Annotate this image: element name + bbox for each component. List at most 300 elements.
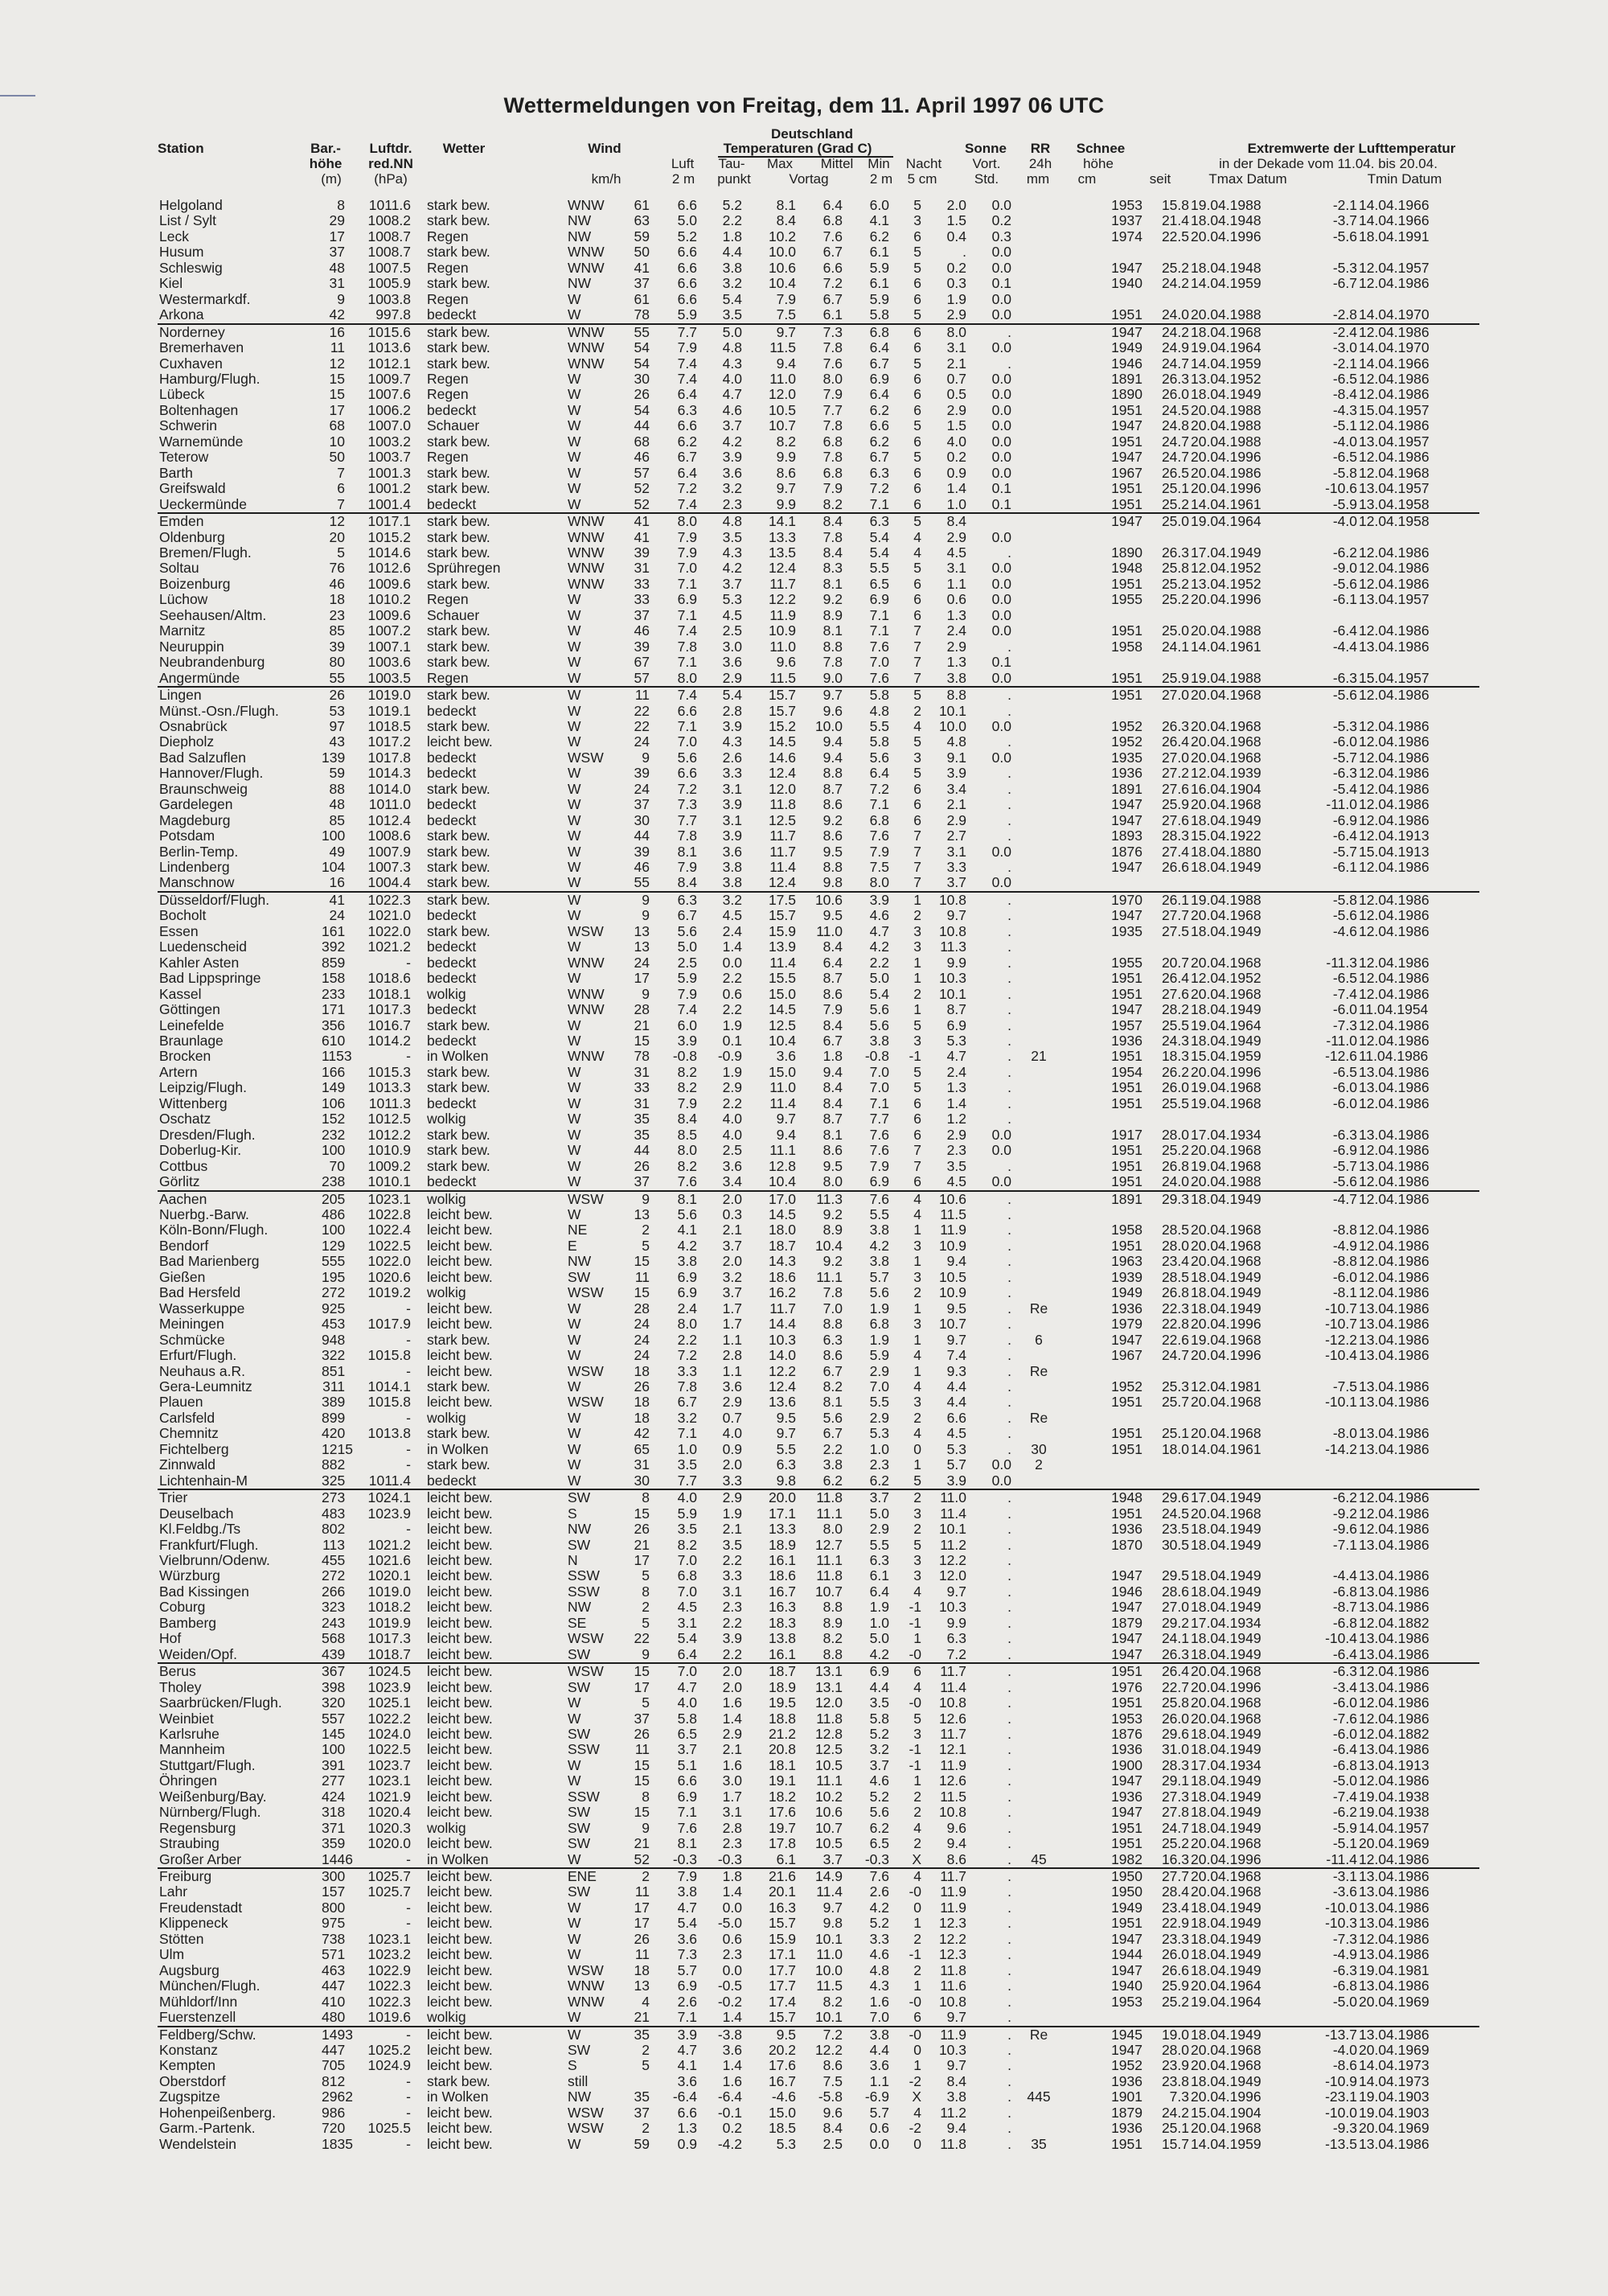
tmin-date: 14.04.1970 — [1359, 306, 1430, 323]
mean-temp: 9.0 — [822, 669, 843, 686]
station-name: Klippeneck — [159, 1915, 228, 1932]
dewpoint: 3.5 — [722, 306, 742, 323]
mean-temp: 7.7 — [822, 401, 843, 418]
tmin-date: 12.04.1986 — [1359, 1142, 1430, 1159]
tmax-date: 20.04.1968 — [1191, 796, 1261, 813]
tmax-date: 20.04.1968 — [1191, 1394, 1261, 1411]
max-temp: 12.5 — [768, 811, 796, 828]
pressure: 1019.2 — [367, 1284, 411, 1301]
tmax: 25.2 — [1161, 259, 1189, 276]
wind-speed: 41 — [634, 528, 650, 545]
min-temp: -6.9 — [864, 2089, 889, 2105]
ground-min: 5 — [913, 1079, 921, 1096]
max-temp: 17.5 — [742, 892, 796, 908]
ground-min: 2 — [913, 1835, 921, 1852]
min-temp: 2.3 — [869, 1456, 889, 1473]
pressure: 1017.9 — [367, 1316, 411, 1333]
station-row — [158, 623, 1479, 639]
pressure: 1007.9 — [367, 843, 411, 860]
wind-direction: W — [568, 702, 581, 719]
snow-depth — [1011, 1616, 1066, 1631]
mean-temp: 10.7 — [814, 1583, 843, 1600]
precip: . — [1007, 1725, 1011, 1742]
air-temp: 2.2 — [677, 1331, 697, 1348]
wind-direction: W — [568, 1694, 581, 1711]
tmax-date: 20.04.1968 — [1191, 2120, 1261, 2137]
wind-speed: 15 — [634, 1804, 650, 1821]
precip: . — [966, 892, 1011, 908]
station-name: Schwerin — [159, 417, 217, 434]
weather: stark bew. — [427, 654, 490, 671]
station-name: Tholey — [159, 1678, 202, 1695]
station-name: Göttingen — [159, 1001, 220, 1018]
snow-depth — [1011, 797, 1066, 812]
pressure: 1013.6 — [367, 339, 411, 356]
station-name: Husum — [159, 244, 204, 261]
station-row — [158, 450, 1479, 465]
tmin: -2.4 — [1306, 324, 1357, 340]
sunshine: 3.3 — [946, 859, 966, 876]
wind-direction: W — [568, 1142, 581, 1159]
mean-temp: 7.9 — [822, 1001, 843, 1018]
pressure: 1024.9 — [367, 2057, 411, 2074]
ground-min: 6 — [913, 386, 921, 403]
ground-min: 0 — [913, 2135, 921, 2152]
mean-temp: 9.2 — [822, 591, 843, 608]
air-temp: 6.7 — [677, 907, 697, 924]
wind-direction: W — [568, 464, 581, 481]
tmin-date — [1357, 244, 1479, 260]
dewpoint: -3.8 — [697, 2027, 742, 2043]
min-temp: 6.5 — [869, 1835, 889, 1852]
pressure: - — [406, 1850, 411, 1867]
tmax: 25.5 — [1161, 1095, 1189, 1111]
mean-temp: 8.8 — [822, 765, 843, 782]
spacer-cell — [411, 908, 425, 923]
precip: 0.1 — [991, 275, 1011, 292]
tmin-date: 13.04.1958 — [1359, 495, 1430, 512]
mean-temp: 11.3 — [796, 1191, 843, 1207]
snow-depth — [1011, 655, 1066, 670]
tmax-date — [1189, 1364, 1306, 1379]
precip: . — [1007, 1521, 1011, 1538]
ground-min: 2 — [913, 1804, 921, 1821]
tmin-date: 12.04.1986 — [1359, 449, 1430, 466]
mean-temp: 9.6 — [822, 2104, 843, 2121]
tmax-date: 18.04.1949 — [1191, 1772, 1261, 1789]
precip: . — [966, 324, 1011, 340]
station-height: 29 — [329, 212, 345, 229]
station-row — [158, 418, 1479, 433]
ground-min: 4 — [913, 1583, 921, 1600]
precip: . — [1007, 1915, 1011, 1932]
wind-speed: 15 — [634, 1505, 650, 1522]
tmax: 26.3 — [1161, 370, 1189, 387]
tmin: -6.8 — [1332, 1583, 1357, 1600]
sunshine: 0.4 — [946, 228, 966, 244]
spacer-cell — [411, 1254, 425, 1269]
pressure: 1022.4 — [367, 1222, 411, 1238]
wind-direction: WNW — [568, 954, 605, 971]
tmax: 26.0 — [1161, 386, 1189, 403]
tmax: 25.2 — [1161, 1142, 1189, 1159]
weather: stark bew. — [427, 1456, 490, 1473]
spacer-cell — [411, 1538, 425, 1553]
precip: . — [1007, 1583, 1011, 1600]
tmin-date — [1357, 1411, 1479, 1426]
dewpoint: 2.4 — [722, 922, 742, 939]
sunshine: 3.1 — [946, 843, 966, 860]
weather: leicht bew. — [427, 2135, 493, 2152]
min-temp: 4.7 — [869, 922, 889, 939]
spacer-cell — [411, 1442, 425, 1457]
precip: . — [1007, 1331, 1011, 1348]
station-row — [158, 1522, 1479, 1537]
ground-min: 1 — [889, 892, 921, 908]
station-row — [158, 307, 1479, 323]
tmax-date: 20.04.1996 — [1191, 2089, 1261, 2105]
wind-speed: 15 — [634, 1284, 650, 1301]
record-since: 1951 — [1111, 669, 1142, 686]
tmax-date — [1189, 704, 1306, 719]
dewpoint: 0.2 — [722, 2120, 742, 2137]
ground-min: -0 — [909, 1883, 921, 1900]
min-temp: 7.6 — [843, 1868, 889, 1884]
pressure: 1022.0 — [367, 1253, 411, 1270]
sunshine: 1.3 — [946, 606, 966, 623]
station-height: 8 — [337, 197, 345, 213]
record-since: 1951 — [1111, 1694, 1142, 1711]
tmax-date: 18.04.1949 — [1189, 2027, 1306, 2043]
min-temp: 4.6 — [869, 1772, 889, 1789]
station-height: 12 — [322, 513, 345, 529]
tmax: 28.5 — [1161, 1268, 1189, 1285]
min-temp: 5.0 — [869, 1505, 889, 1522]
tmin: -7.6 — [1332, 1710, 1357, 1727]
spacer-cell — [411, 1994, 425, 2010]
station-height: 9 — [337, 290, 345, 307]
max-temp: 18.7 — [742, 1663, 796, 1679]
station-height: 15 — [329, 370, 345, 387]
wind-speed: 31 — [634, 1063, 650, 1080]
mean-temp: 10.5 — [814, 1835, 843, 1852]
wind-direction: WNW — [568, 1001, 605, 1018]
spacer-cell — [411, 924, 425, 939]
spacer-cell — [411, 860, 425, 875]
wind-direction: W — [568, 433, 581, 450]
pressure: 1023.2 — [367, 1946, 411, 1963]
sunshine: 1.1 — [946, 575, 966, 592]
station-height: 49 — [329, 843, 345, 860]
ground-min: -0 — [909, 1645, 921, 1662]
record-since: 1949 — [1111, 339, 1142, 356]
snow-depth — [1011, 1600, 1066, 1615]
min-temp: 4.3 — [869, 1978, 889, 1994]
weather: leicht bew. — [427, 1678, 493, 1695]
tmin-date: 14.04.1957 — [1359, 1819, 1430, 1836]
pressure: 1021.2 — [367, 1536, 411, 1553]
record-since — [1066, 2010, 1142, 2026]
tmin — [1306, 1553, 1357, 1568]
tmax: 26.3 — [1161, 544, 1189, 561]
tmax-date: 18.04.1949 — [1191, 1599, 1261, 1616]
air-temp: 3.2 — [677, 1409, 697, 1426]
dewpoint: 4.3 — [722, 355, 742, 372]
min-temp: 5.9 — [869, 1347, 889, 1364]
min-temp: 5.5 — [869, 717, 889, 734]
ground-min: -0 — [909, 1993, 921, 2010]
wind-direction: WSW — [568, 1961, 604, 1978]
sunshine: 9.4 — [946, 1835, 966, 1852]
tmin — [1306, 1111, 1357, 1127]
station-height: 104 — [322, 859, 346, 876]
record-since: 1936 — [1111, 1033, 1142, 1049]
wind-speed: 30 — [634, 370, 650, 387]
max-temp: 11.7 — [769, 1300, 796, 1316]
station-row — [158, 1711, 1479, 1727]
station-height: 447 — [322, 1978, 346, 1994]
min-temp: 7.1 — [869, 495, 889, 512]
wind-speed: 63 — [634, 212, 650, 229]
wind-speed: 30 — [634, 811, 650, 828]
precip: 0.0 — [991, 370, 1011, 387]
wind-direction: WNW — [568, 197, 605, 213]
weather: stark bew. — [427, 638, 490, 655]
sunshine: 11.9 — [940, 1756, 966, 1773]
tmax-date: 20.04.1996 — [1191, 1678, 1261, 1695]
air-temp: 6.6 — [677, 2104, 697, 2121]
snow-depth — [1011, 244, 1066, 260]
record-since: 1951 — [1111, 1425, 1142, 1442]
tmax: 22.6 — [1161, 1331, 1189, 1348]
header-luft-2m-a: Luft — [671, 156, 695, 171]
tmax: 27.6 — [1161, 780, 1189, 797]
tmin: -6.0 — [1332, 1268, 1357, 1285]
weather: leicht bew. — [427, 1536, 493, 1553]
min-temp: 7.2 — [869, 480, 889, 497]
sunshine: 3.7 — [946, 874, 966, 891]
air-temp: 8.2 — [677, 1063, 697, 1080]
record-since: 1947 — [1111, 1645, 1142, 1662]
station-name: Braunlage — [159, 1033, 224, 1049]
tmin-date: 13.04.1986 — [1359, 2135, 1430, 2152]
tmin-date: 20.04.1969 — [1359, 1835, 1430, 1852]
weather: stark bew. — [427, 874, 490, 891]
pressure: 1012.1 — [367, 355, 411, 372]
snow-depth: 45 — [1031, 1850, 1047, 1867]
max-temp: 18.3 — [768, 1614, 796, 1631]
dewpoint: 3.2 — [697, 892, 742, 908]
station-height: 129 — [322, 1237, 346, 1254]
precip: . — [1007, 1883, 1011, 1900]
station-height: 2962 — [322, 2089, 353, 2105]
station-row — [158, 261, 1479, 276]
dewpoint: 2.0 — [722, 1678, 742, 1695]
station-height: 420 — [322, 1425, 346, 1442]
station-row — [158, 1978, 1479, 1994]
min-temp: 5.5 — [869, 560, 889, 577]
sunshine: 8.4 — [946, 2072, 966, 2089]
record-since: 1951 — [1111, 306, 1142, 323]
snow-depth — [1011, 1207, 1066, 1222]
air-temp: 4.7 — [677, 2042, 697, 2059]
sunshine: 10.8 — [938, 1993, 966, 2010]
precip: . — [1007, 2057, 1011, 2074]
max-temp: 20.2 — [768, 2042, 796, 2059]
tmax: 24.5 — [1161, 401, 1189, 418]
wind-direction: W — [568, 480, 581, 497]
min-temp: 6.3 — [869, 1551, 889, 1568]
max-temp: 16.1 — [768, 1645, 796, 1662]
wind-direction: SSW — [568, 1788, 600, 1805]
header-min-a: Min — [868, 156, 890, 171]
max-temp: 14.4 — [768, 1316, 796, 1333]
spacer-cell — [411, 1065, 425, 1080]
spacer-cell — [411, 2058, 425, 2073]
air-temp: 6.6 — [677, 244, 697, 261]
sunshine: 1.4 — [946, 480, 966, 497]
precip: . — [1007, 859, 1011, 876]
pressure: 1010.9 — [367, 1142, 411, 1159]
max-temp: 15.0 — [768, 2104, 796, 2121]
record-since: 1937 — [1111, 212, 1142, 229]
snow-depth — [1011, 2074, 1066, 2089]
air-temp: 7.1 — [677, 717, 697, 734]
precip: 0.0 — [991, 560, 1011, 577]
station-row — [158, 1018, 1479, 1033]
station-height: 300 — [322, 1868, 346, 1885]
tmin-date: 13.04.1986 — [1359, 1583, 1430, 1600]
air-temp: 5.9 — [677, 306, 697, 323]
weather: bedeckt — [427, 306, 477, 323]
air-temp: 7.4 — [677, 622, 697, 639]
station-height: 16 — [329, 874, 345, 891]
station-height: 12 — [329, 355, 345, 372]
wind-speed: 39 — [634, 843, 650, 860]
snow-depth — [1011, 561, 1066, 576]
pressure: 1009.2 — [367, 1157, 411, 1174]
dewpoint: 3.9 — [722, 796, 742, 813]
mean-temp: 3.7 — [822, 1850, 843, 1867]
spacer-cell — [411, 1379, 425, 1394]
snow-depth — [1011, 292, 1066, 307]
dewpoint: 2.0 — [697, 1663, 742, 1679]
weather: wolkig — [427, 2009, 466, 2026]
precip: 0.0 — [991, 1173, 1011, 1190]
tmin — [1306, 939, 1357, 955]
snow-depth — [1011, 1065, 1066, 1080]
station-name: Norderney — [158, 324, 322, 340]
max-temp: 11.7 — [769, 575, 796, 592]
wind-direction: E — [568, 1237, 577, 1254]
tmax-date — [1189, 1457, 1306, 1472]
ground-min: 2 — [913, 1521, 921, 1538]
tmax-date: 19.04.1968 — [1191, 1095, 1261, 1111]
ground-min: -1 — [909, 1946, 921, 1963]
snow-depth — [1011, 1538, 1066, 1553]
station-row — [158, 939, 1479, 955]
tmax-date: 18.04.1949 — [1191, 859, 1261, 876]
station-row — [158, 1049, 1479, 1064]
tmin: -5.0 — [1332, 1993, 1357, 2010]
station-row — [158, 1111, 1479, 1127]
wind-speed: 15 — [634, 1772, 650, 1789]
mean-temp: 8.0 — [822, 1521, 843, 1538]
station-row — [158, 908, 1479, 923]
max-temp: 11.4 — [769, 1095, 796, 1111]
wind-direction: W — [568, 1409, 581, 1426]
min-temp: 6.4 — [869, 386, 889, 403]
tmin-date: 13.04.1986 — [1357, 2027, 1479, 2043]
station-height: 43 — [329, 733, 345, 750]
tmin-date: 12.04.1958 — [1357, 513, 1479, 529]
dewpoint: 2.0 — [722, 1456, 742, 1473]
tmax-date: 18.04.1949 — [1191, 1033, 1261, 1049]
wind-speed: 5 — [642, 1694, 650, 1711]
ground-min: 3 — [913, 1725, 921, 1742]
pressure: 1003.5 — [367, 669, 411, 686]
dewpoint: 0.9 — [722, 1440, 742, 1457]
tmin: -10.7 — [1325, 1300, 1357, 1316]
station-height: 738 — [322, 1930, 346, 1947]
air-temp: 3.7 — [677, 1741, 697, 1758]
dewpoint: 3.7 — [722, 417, 742, 434]
tmin: -13.5 — [1325, 2135, 1357, 2152]
mean-temp: 6.6 — [822, 259, 843, 276]
sunshine: 8.4 — [921, 513, 966, 529]
pressure: 1007.3 — [367, 859, 411, 876]
sunshine: 3.1 — [946, 560, 966, 577]
dewpoint: 1.7 — [722, 1316, 742, 1333]
spacer-cell — [411, 292, 425, 307]
tmin: -5.3 — [1332, 717, 1357, 734]
mean-temp: 6.8 — [822, 433, 843, 450]
station-name: Aachen — [158, 1191, 322, 1207]
tmax — [1142, 655, 1189, 670]
mean-temp: 10.7 — [814, 1819, 843, 1836]
tmax-date: 17.04.1949 — [1191, 544, 1261, 561]
tmax: 24.5 — [1161, 1505, 1189, 1522]
pressure: 1018.7 — [367, 1645, 411, 1662]
record-since: 1950 — [1111, 1883, 1142, 1900]
spacer-cell — [411, 1821, 425, 1836]
weather: stark bew. — [427, 780, 490, 797]
sunshine: 1.3 — [946, 654, 966, 671]
sunshine: 11.5 — [940, 1788, 966, 1805]
tmax-date: 20.04.1968 — [1191, 1694, 1261, 1711]
min-temp: 2.9 — [869, 1409, 889, 1426]
weather: stark bew. — [425, 687, 566, 703]
wind-direction: W — [568, 1173, 581, 1190]
tmin-date: 12.04.1986 — [1357, 892, 1479, 908]
tmax-date: 20.04.1988 — [1191, 433, 1261, 450]
wind-direction: W — [568, 874, 581, 891]
station-row — [158, 671, 1479, 687]
dewpoint: 3.3 — [722, 1472, 742, 1489]
header-luft-a: Luftdr. — [369, 141, 412, 156]
wind-direction: W — [568, 1946, 581, 1963]
record-since: 1947 — [1066, 513, 1142, 529]
station-name: Düsseldorf/Flugh. — [158, 892, 322, 908]
station-row — [158, 1616, 1479, 1631]
record-since: 1940 — [1111, 1978, 1142, 1994]
wind-direction: W — [568, 717, 581, 734]
spacer-cell — [411, 1695, 425, 1711]
pressure: 1023.9 — [367, 1678, 411, 1695]
dewpoint: -0.1 — [717, 2104, 742, 2121]
max-temp: 5.5 — [776, 1440, 796, 1457]
tmin-date: 12.04.1986 — [1359, 1095, 1430, 1111]
